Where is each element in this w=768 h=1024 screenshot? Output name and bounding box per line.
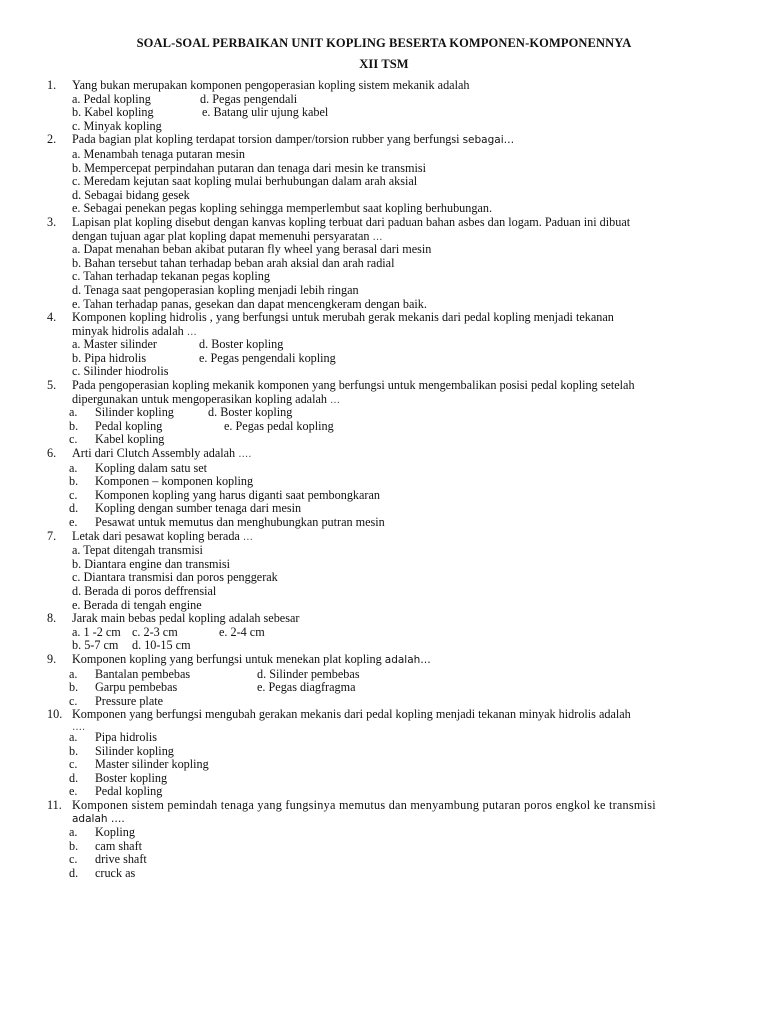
option-d: d. Tenaga saat pengoperasian kopling menjadi lebih ringan xyxy=(72,282,359,297)
option-c: c. Tahan terhadap tekanan pegas kopling xyxy=(72,269,270,284)
document-title: SOAL-SOAL PERBAIKAN UNIT KOPLING BESERTA KOMPONEN-KOMPONENNYA xyxy=(136,36,632,50)
option-e: e. Pegas pengendali kopling xyxy=(199,350,336,365)
option-d: Boster kopling xyxy=(95,770,168,785)
question-number: 2. xyxy=(47,132,57,147)
question-4 xyxy=(47,311,747,379)
question-7 xyxy=(47,530,747,613)
option-a: Bantalan pembebas xyxy=(95,666,191,681)
option-b: b. Diantara engine dan transmisi xyxy=(72,556,231,571)
question-9 xyxy=(47,653,747,708)
option-b: cam shaft xyxy=(95,838,143,853)
option-d: d. Berada di poros deffrensial xyxy=(72,583,217,598)
question-text: Pada bagian plat kopling terdapat torsion damper/torsion rubber yang berfungsi xyxy=(72,132,460,147)
option-label: e. xyxy=(69,515,78,529)
question-number: 1. xyxy=(47,78,57,92)
question-11 xyxy=(47,799,747,881)
option-label: a. xyxy=(69,666,78,681)
option-c: c. Meredam kejutan saat kopling mulai berhubungan dalam arah aksial xyxy=(72,174,418,189)
option-label: a. xyxy=(69,825,78,840)
option-b: Silinder kopling xyxy=(95,743,174,758)
option-d: d. Pegas pengendali xyxy=(200,91,298,106)
option-label: d. xyxy=(69,501,79,516)
option-a: a. 1 -2 cm xyxy=(72,624,121,639)
option-c: Pressure plate xyxy=(95,693,164,708)
option-a: a. Dapat menahan beban akibat putaran fly wheel yang berasal dari mesin xyxy=(72,242,432,257)
option-d: d. Boster kopling xyxy=(199,337,284,352)
question-text: Pada pengoperasian kopling mekanik komponen yang berfungsi untuk mengembalikan posisi pedal kopling setelah xyxy=(72,378,635,393)
option-b: b. Pipa hidrolis xyxy=(72,350,147,365)
option-label: e. xyxy=(69,784,78,799)
option-label: c. xyxy=(69,432,78,447)
option-label: c. xyxy=(69,487,78,502)
question-tail: …. xyxy=(72,721,86,733)
question-number: 8. xyxy=(47,611,57,626)
question-number: 6. xyxy=(47,446,57,461)
question-tail: … xyxy=(242,531,253,543)
option-b: b. Mempercepat perpindahan putaran dan tenaga dari mesin ke transmisi xyxy=(72,160,426,175)
option-d: d. 10-15 cm xyxy=(132,638,191,653)
option-b: Komponen – komponen kopling xyxy=(95,474,254,489)
option-b: b. 5-7 cm xyxy=(72,638,119,653)
option-e: e. Batang ulir ujung kabel xyxy=(202,105,329,120)
question-6 xyxy=(47,447,747,530)
option-label: d. xyxy=(69,865,79,880)
question-text: Komponen kopling hidrolis , yang berfungsi untuk merubah gerak mekanis dari pedal kopling menjadi tekanan xyxy=(72,310,614,325)
option-label: c. xyxy=(69,852,78,867)
option-label: b. xyxy=(69,838,79,853)
question-text: Arti dari Clutch Assembly adalah xyxy=(72,446,236,461)
question-text-continued: dipergunakan untuk mengoperasikan kopling adalah xyxy=(72,391,327,406)
option-a: Pipa hidrolis xyxy=(95,729,157,744)
option-e: e. Tahan terhadap panas, gesekan dan dapat mencengkeram dengan baik. xyxy=(72,296,427,311)
option-label: b. xyxy=(69,418,79,433)
option-b: b. Bahan tersebut tahan terhadap beban arah aksial dan arah radial xyxy=(72,255,395,270)
question-tail: adalah …. xyxy=(72,813,125,826)
question-number: 9. xyxy=(47,651,57,666)
question-text: Komponen sistem pemindah tenaga yang fungsinya memutus dan menyambung putaran poros engkol ke transmisi xyxy=(72,797,656,812)
option-e: e. Pegas pedal kopling xyxy=(224,418,334,433)
option-c: c. 2-3 cm xyxy=(132,624,178,639)
option-label: a. xyxy=(69,460,78,475)
option-b: b. Kabel kopling xyxy=(72,105,154,120)
question-1 xyxy=(47,79,747,133)
option-e: Pesawat untuk memutus dan menghubungkan putran mesin xyxy=(95,515,385,529)
option-label: d. xyxy=(69,770,79,785)
option-d: cruck as xyxy=(95,865,136,880)
option-c: c. Silinder hiodrolis xyxy=(72,364,169,379)
option-c: Kabel kopling xyxy=(95,432,165,447)
question-2 xyxy=(47,133,747,216)
option-e: e. Pegas diagfragma xyxy=(257,680,356,695)
question-list xyxy=(47,79,747,880)
option-a: a. Tepat ditengah transmisi xyxy=(72,543,203,558)
option-a: Silinder kopling xyxy=(95,405,174,420)
document-subtitle: XII TSM xyxy=(359,57,409,71)
question-number: 3. xyxy=(47,214,57,229)
option-a: a. Pedal kopling xyxy=(72,91,151,106)
option-c: Master silinder kopling xyxy=(95,757,209,772)
question-8 xyxy=(47,612,747,653)
question-tail: … xyxy=(372,231,383,243)
option-a: Kopling dalam satu set xyxy=(95,460,208,475)
option-c: Komponen kopling yang harus diganti saat pembongkaran xyxy=(95,487,380,502)
option-a: a. Menambah tenaga putaran mesin xyxy=(72,146,245,161)
option-d: d. Boster kopling xyxy=(208,405,293,420)
option-label: c. xyxy=(69,757,78,772)
question-text: Yang bukan merupakan komponen pengoperasian kopling sistem mekanik adalah xyxy=(72,78,470,92)
question-tail: … xyxy=(330,394,341,406)
option-label: a. xyxy=(69,729,78,744)
question-text: Lapisan plat kopling disebut dengan kanvas kopling terbuat dari paduan bahan asbes dan logam. Paduan ini dibuat xyxy=(72,214,631,229)
option-d: d. Silinder pembebas xyxy=(257,666,360,681)
option-label: a. xyxy=(69,405,78,420)
option-b: Garpu pembebas xyxy=(95,680,178,695)
option-label: c. xyxy=(69,693,78,708)
question-number: 5. xyxy=(47,378,57,393)
option-a: Kopling xyxy=(95,825,135,840)
question-tail: …. xyxy=(238,449,252,461)
option-c: c. Minyak kopling xyxy=(72,118,162,133)
option-e: Pedal kopling xyxy=(95,784,163,799)
option-d: d. Sebagai bidang gesek xyxy=(72,187,190,202)
question-10 xyxy=(47,708,747,799)
option-e: e. Sebagai penekan pegas kopling sehingga memperlembut saat kopling berhubungan. xyxy=(72,201,493,216)
option-a: a. Master silinder xyxy=(72,337,157,352)
option-b: Pedal kopling xyxy=(95,418,163,433)
question-tail: … xyxy=(186,326,197,338)
option-label: b. xyxy=(69,743,79,758)
question-tail: adalah… xyxy=(384,653,431,666)
option-e: e. Berada di tengah engine xyxy=(72,597,202,612)
option-d: Kopling dengan sumber tenaga dari mesin xyxy=(95,501,302,516)
question-text: Letak dari pesawat kopling berada xyxy=(72,528,240,543)
question-number: 4. xyxy=(47,310,57,325)
question-number: 10. xyxy=(47,707,63,722)
question-5 xyxy=(47,379,747,447)
option-label: b. xyxy=(69,474,79,489)
option-c: c. Diantara transmisi dan poros penggerak xyxy=(72,570,278,585)
question-text: Komponen kopling yang berfungsi untuk menekan plat kopling xyxy=(72,651,382,666)
question-number: 11. xyxy=(47,797,62,812)
question-text: Jarak main bebas pedal kopling adalah sebesar xyxy=(72,611,300,626)
question-text-continued: dengan tujuan agar plat kopling dapat memenuhi persyaratan xyxy=(72,228,370,243)
question-tail: sebagai… xyxy=(462,134,515,147)
option-label: b. xyxy=(69,680,79,695)
option-e: e. 2-4 cm xyxy=(219,624,265,639)
question-3 xyxy=(47,216,747,311)
option-c: drive shaft xyxy=(95,852,147,867)
question-number: 7. xyxy=(47,528,57,543)
question-text: Komponen yang berfungsi mengubah gerakan mekanis dari pedal kopling menjadi tekanan minyak hidrolis adalah xyxy=(72,707,631,722)
question-text-continued: minyak hidrolis adalah xyxy=(72,323,184,338)
